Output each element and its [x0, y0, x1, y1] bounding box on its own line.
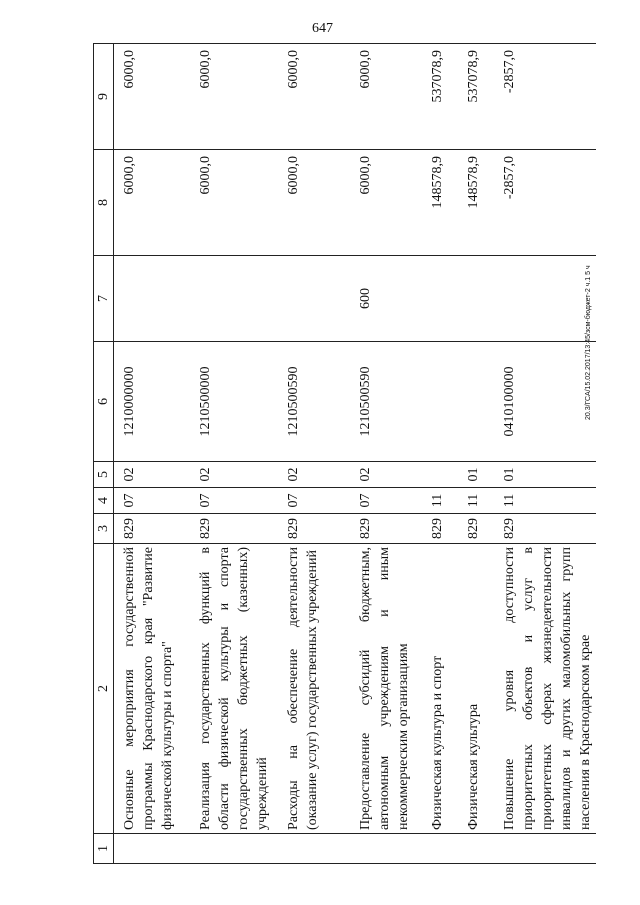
cell-amount: 6000,0 [190, 150, 278, 256]
cell-target-article: 1210500000 [190, 342, 278, 462]
cell-amount: 537078,9 [458, 44, 494, 150]
cell-index [458, 834, 494, 864]
cell-department: 829 [494, 514, 596, 544]
column-header: 3 [94, 514, 114, 544]
column-header: 2 [94, 544, 114, 834]
cell-section: 11 [422, 488, 458, 514]
cell-department: 829 [422, 514, 458, 544]
footer-note: 20.3/ГСА/15.02.2017/13:45/зсм-бюджет-2 ч.1 5 ч [585, 265, 592, 420]
cell-subsection: 02 [114, 462, 190, 488]
column-number-row [94, 44, 114, 864]
cell-amount: 6000,0 [114, 44, 190, 150]
table-row [458, 44, 494, 864]
table-row [494, 44, 596, 864]
column-header: 8 [94, 150, 114, 256]
table-row [190, 44, 278, 864]
cell-section: 11 [494, 488, 596, 514]
cell-section: 07 [114, 488, 190, 514]
cell-name: Повышение уровня доступности приоритетных объектов и услуг в приоритетных сферах жизнедеятельности инвалидов и других маломобильных групп населения в Краснодарском крае [494, 544, 596, 834]
cell-subsection: 02 [350, 462, 422, 488]
cell-amount: -2857,0 [494, 150, 596, 256]
cell-index [278, 834, 350, 864]
cell-name: Физическая культура [458, 544, 494, 834]
cell-subsection: 01 [458, 462, 494, 488]
cell-amount: 6000,0 [350, 150, 422, 256]
cell-index [350, 834, 422, 864]
cell-target-article: 0410100000 [494, 342, 596, 462]
table-row [114, 44, 190, 864]
page-number: 647 [312, 21, 333, 36]
cell-department: 829 [190, 514, 278, 544]
cell-subsection: 01 [494, 462, 596, 488]
table-row [422, 44, 458, 864]
cell-subsection: 02 [190, 462, 278, 488]
cell-section: 11 [458, 488, 494, 514]
cell-expense-type: 600 [350, 256, 422, 342]
cell-amount: 148578,9 [458, 150, 494, 256]
cell-amount: 6000,0 [278, 150, 350, 256]
cell-amount: 6000,0 [278, 44, 350, 150]
column-header: 6 [94, 342, 114, 462]
cell-expense-type [190, 256, 278, 342]
column-header: 4 [94, 488, 114, 514]
cell-subsection [422, 462, 458, 488]
column-header: 5 [94, 462, 114, 488]
cell-name: Расходы на обеспечение деятельности (оказание услуг) государственных учреждений [278, 544, 350, 834]
column-header: 1 [94, 834, 114, 864]
table-row [350, 44, 422, 864]
cell-name: Реализация государственных функций в области физической культуры и спорта государственных бюджетных (казенных) учреждений [190, 544, 278, 834]
cell-subsection: 02 [278, 462, 350, 488]
cell-expense-type [458, 256, 494, 342]
cell-index [114, 834, 190, 864]
cell-target-article: 1210500590 [350, 342, 422, 462]
column-header: 7 [94, 256, 114, 342]
cell-name: Основные мероприятия государственной программы Краснодарского края "Развитие физической культуры и спорта" [114, 544, 190, 834]
cell-expense-type [494, 256, 596, 342]
cell-department: 829 [350, 514, 422, 544]
cell-target-article [422, 342, 458, 462]
cell-amount: 6000,0 [350, 44, 422, 150]
cell-expense-type [422, 256, 458, 342]
cell-target-article: 1210000000 [114, 342, 190, 462]
cell-target-article: 1210500590 [278, 342, 350, 462]
cell-index [190, 834, 278, 864]
cell-target-article [458, 342, 494, 462]
cell-department: 829 [458, 514, 494, 544]
cell-expense-type [114, 256, 190, 342]
cell-amount: -2857,0 [494, 44, 596, 150]
cell-index [494, 834, 596, 864]
cell-section: 07 [350, 488, 422, 514]
cell-expense-type [278, 256, 350, 342]
cell-index [422, 834, 458, 864]
cell-section: 07 [190, 488, 278, 514]
cell-department: 829 [114, 514, 190, 544]
cell-amount: 148578,9 [422, 150, 458, 256]
budget-table [93, 43, 596, 864]
cell-section: 07 [278, 488, 350, 514]
cell-name: Предоставление субсидий бюджетным, автономным учреждениям и иным некоммерческим организациям [350, 544, 422, 834]
cell-department: 829 [278, 514, 350, 544]
cell-amount: 6000,0 [190, 44, 278, 150]
cell-amount: 537078,9 [422, 44, 458, 150]
column-header: 9 [94, 44, 114, 150]
cell-name: Физическая культура и спорт [422, 544, 458, 834]
cell-amount: 6000,0 [114, 150, 190, 256]
table-row [278, 44, 350, 864]
